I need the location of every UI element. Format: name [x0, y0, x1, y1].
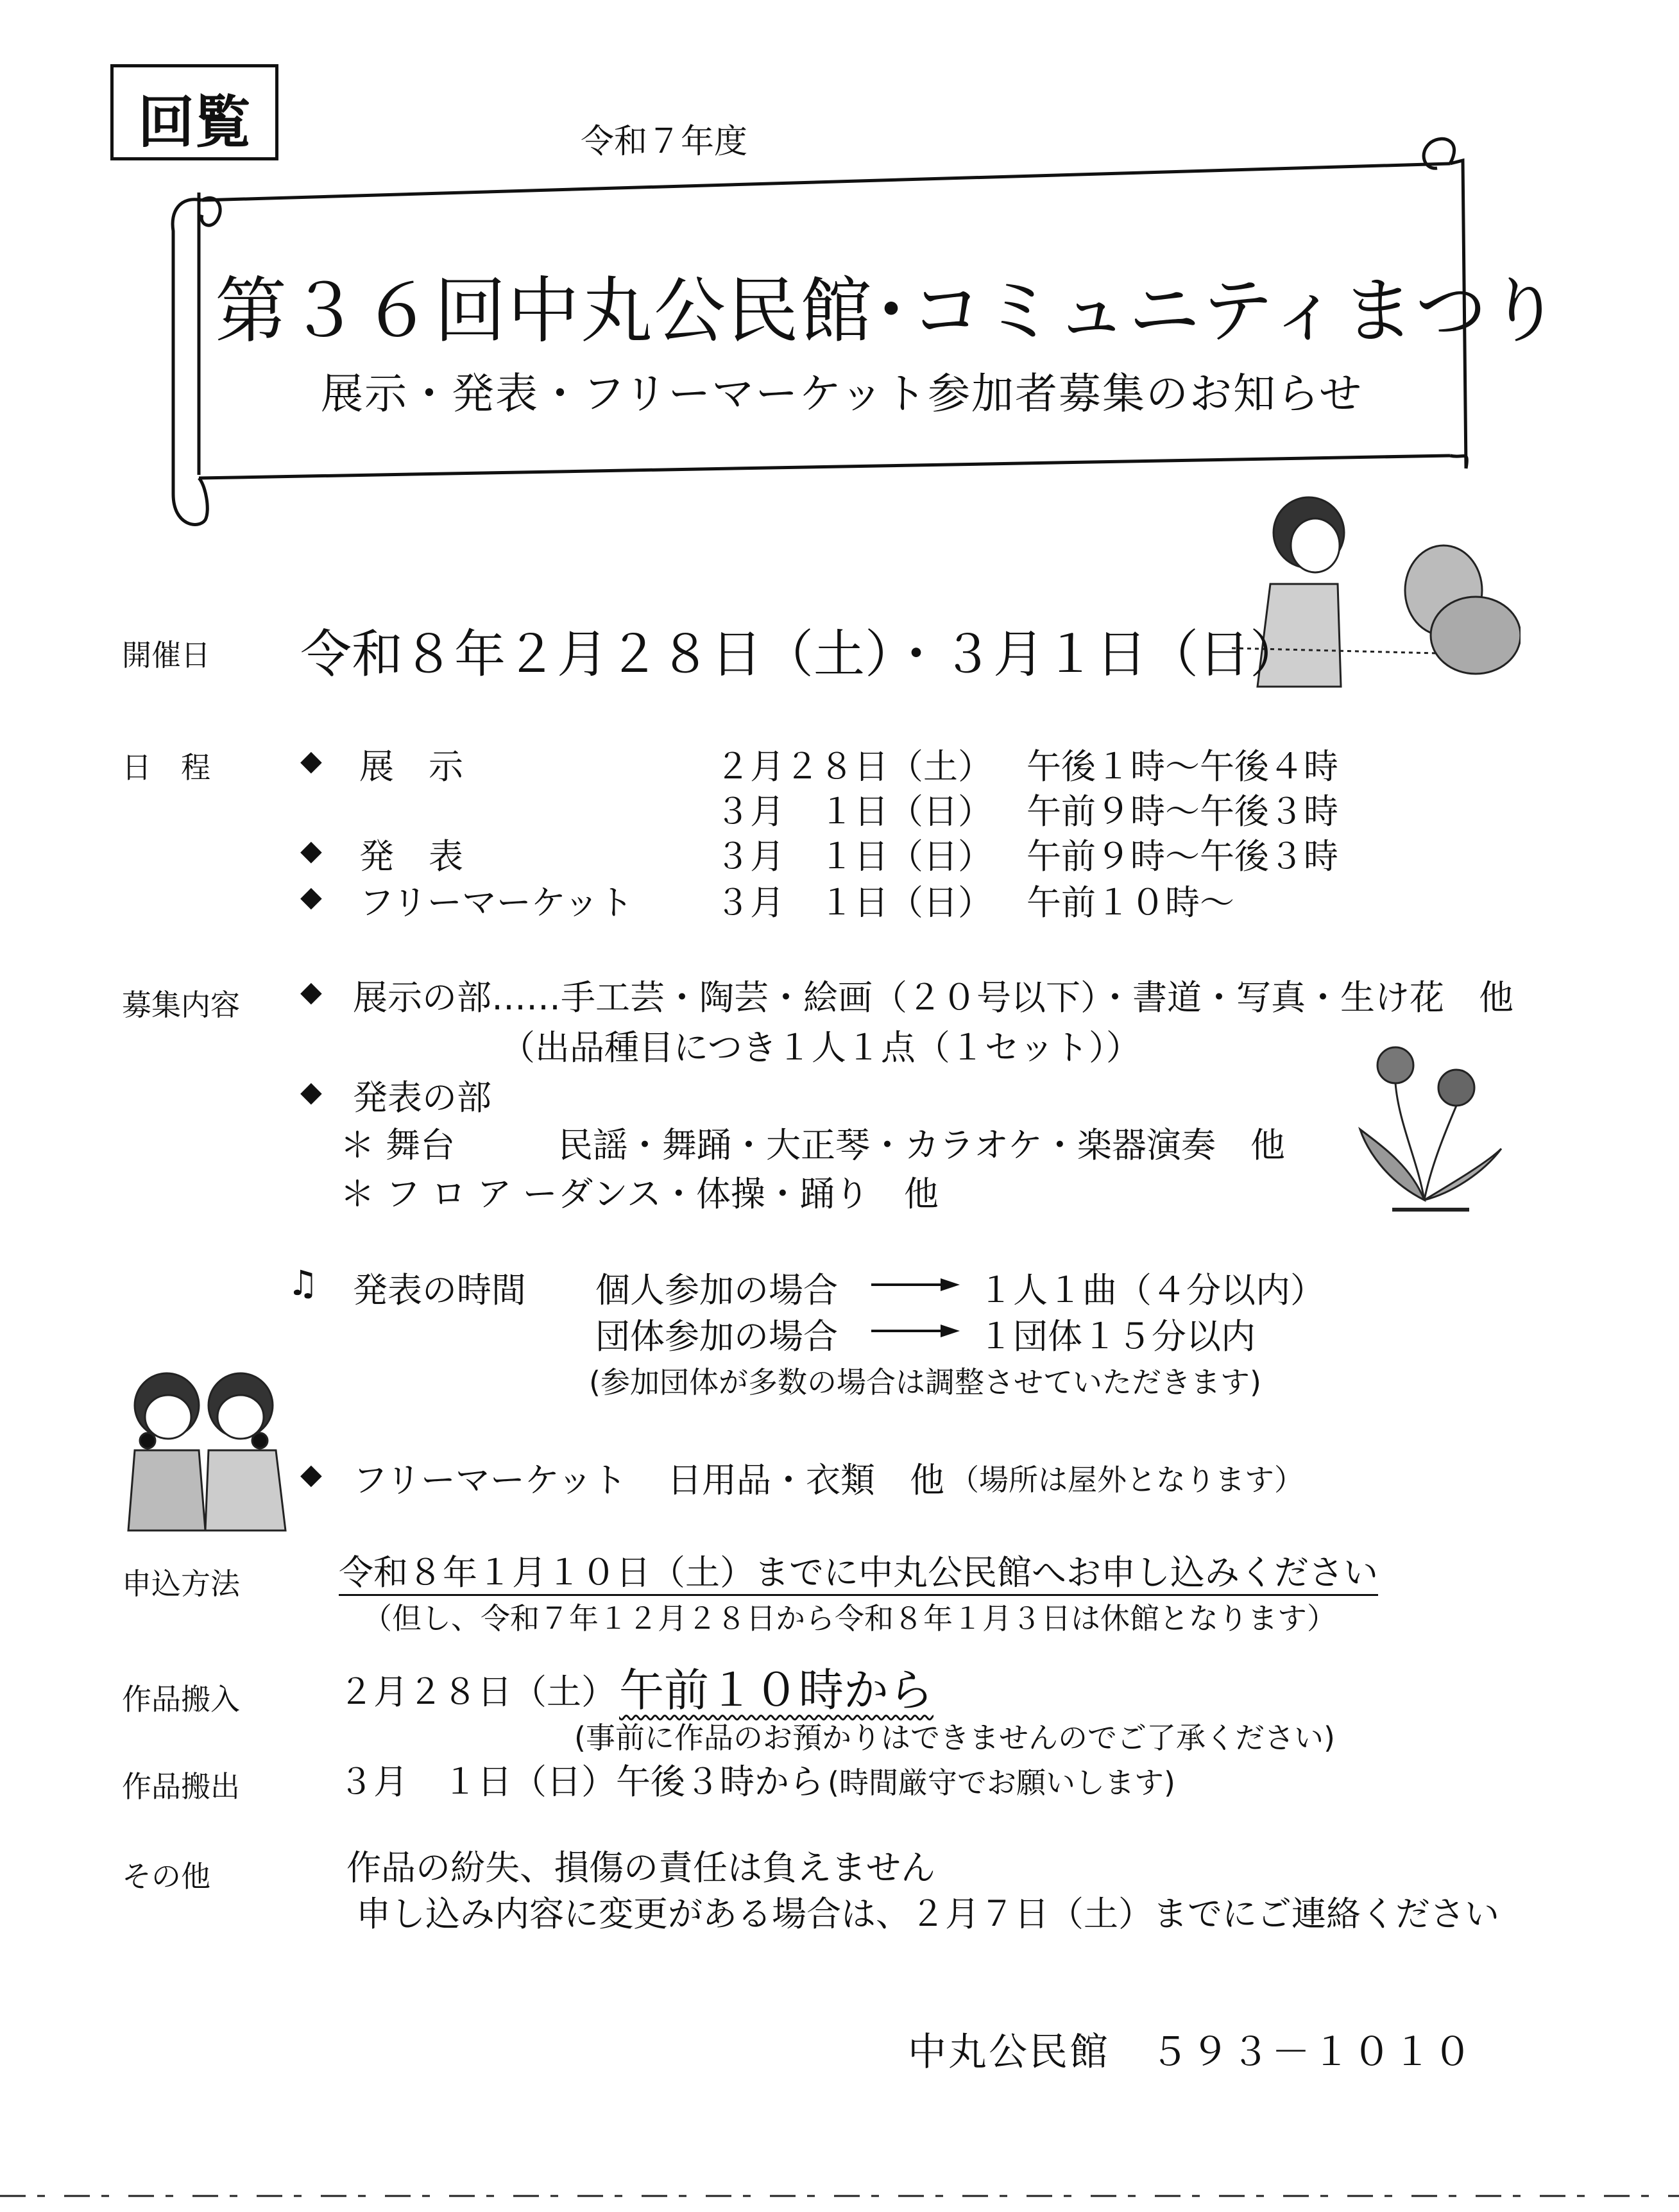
recruit-label: 募集内容: [122, 988, 240, 1022]
schedule-row-4-time: 午前１０時～: [1027, 882, 1234, 923]
schedule-row-1-time: 午後１時～午後４時: [1027, 746, 1338, 787]
group-label: 団体参加の場合: [595, 1316, 838, 1357]
schedule-row-3-time: 午前９時～午後３時: [1027, 836, 1338, 877]
individual-label: 個人参加の場合: [595, 1270, 838, 1310]
diamond-bullet-icon: ◆: [300, 1076, 322, 1108]
diamond-bullet-icon: ◆: [300, 975, 322, 1008]
perform-time-title: 発表の時間: [353, 1270, 526, 1310]
diamond-bullet-icon: ◆: [300, 744, 322, 777]
schedule-label: 日 程: [122, 750, 210, 785]
other-line-1: 作品の紛失、損傷の責任は負えません: [346, 1848, 935, 1888]
carry-in-date: ２月２８日（土）: [339, 1672, 616, 1712]
apply-label: 申込方法: [122, 1566, 240, 1601]
schedule-row-3-name: 発 表: [359, 836, 463, 877]
schedule-row-4-name: フリーマーケット: [359, 882, 634, 923]
market-label: フリーマーケット: [353, 1460, 627, 1500]
floor-label: ＊ フ ロ ア ー: [340, 1174, 558, 1214]
apply-text: [339, 1545, 1378, 1595]
diamond-bullet-icon: ◆: [300, 880, 322, 913]
group-note: (参加団体が多数の場合は調整させていただきます): [589, 1365, 1261, 1400]
market-items: 日用品・衣類 他: [667, 1460, 944, 1500]
singing-kids-illustration: [109, 1367, 302, 1534]
group-value: １団体１５分以内: [978, 1316, 1256, 1357]
arrow-right-icon: [871, 1323, 961, 1339]
carry-out-note: (時間厳守でお願いします): [828, 1765, 1175, 1800]
schedule-row-4-date: ３月 １日（日）: [715, 882, 993, 923]
contact-info: 中丸公民館 ５９３－１０１０: [908, 2030, 1474, 2075]
perform-section-title: 発表の部: [353, 1077, 491, 1118]
arrow-right-icon: [871, 1277, 961, 1292]
carry-out-label: 作品搬出: [122, 1769, 240, 1804]
event-date-value: 令和８年２月２８日（土）・３月１日（日）: [300, 624, 1301, 684]
exhibit-section: 展示の部……手工芸・陶芸・絵画（２０号以下）・書道・写真・生け花 他: [353, 977, 1513, 1018]
carry-in-note: (事前に作品のお預かりはできませんのでご了承ください): [574, 1720, 1335, 1755]
apply-text-underlined: 令和８年１月１０日（土）までに中丸公民館へお申し込みください: [339, 1552, 1378, 1596]
schedule-row-3-date: ３月 １日（日）: [715, 836, 993, 877]
other-line-2: 申し込み内容に変更がある場合は、２月７日（土）までにご連絡ください: [356, 1894, 1499, 1934]
other-label: その他: [122, 1859, 210, 1894]
exhibit-note: （出品種目につき１人１点（１セット））: [500, 1027, 1141, 1068]
event-title: 第３６回中丸公民館･コミュニティまつり: [215, 270, 1562, 353]
individual-value: １人１曲（４分以内）: [978, 1270, 1325, 1310]
stage-label: ＊ 舞台: [340, 1125, 456, 1165]
carry-out-text: ３月 １日（日）午後３時から: [339, 1762, 824, 1802]
fiscal-year: 令和７年度: [581, 123, 748, 161]
schedule-row-2-time: 午前９時～午後３時: [1027, 791, 1338, 832]
diamond-bullet-icon: ◆: [300, 834, 322, 867]
music-note-icon: ♫: [287, 1263, 319, 1303]
carry-in-label: 作品搬入: [122, 1682, 240, 1717]
schedule-row-1-name: 展 示: [359, 746, 463, 787]
flower-illustration: [1347, 1040, 1514, 1219]
event-date-label: 開催日: [122, 638, 210, 673]
carry-in-time: [619, 1654, 933, 1719]
carry-in-time-text: 午前１０時から: [619, 1664, 933, 1717]
schedule-row-2-date: ３月 １日（日）: [715, 791, 993, 832]
floor-items: ダンス・体操・踊り 他: [558, 1174, 939, 1214]
apply-note: （但し、令和７年１２月２８日から令和８年１月３日は休館となります）: [362, 1601, 1336, 1636]
stage-items: 民謡・舞踊・大正琴・カラオケ・楽器演奏 他: [558, 1125, 1285, 1165]
market-note: （場所は屋外となります）: [950, 1462, 1304, 1497]
circulation-label: 回覧: [138, 89, 251, 155]
event-subtitle: 展示・発表・フリーマーケット参加者募集のお知らせ: [321, 369, 1363, 418]
schedule-row-1-date: ２月２８日（土）: [715, 746, 993, 787]
scan-edge-line: [0, 2193, 1679, 2199]
diamond-bullet-icon: ◆: [300, 1458, 322, 1491]
